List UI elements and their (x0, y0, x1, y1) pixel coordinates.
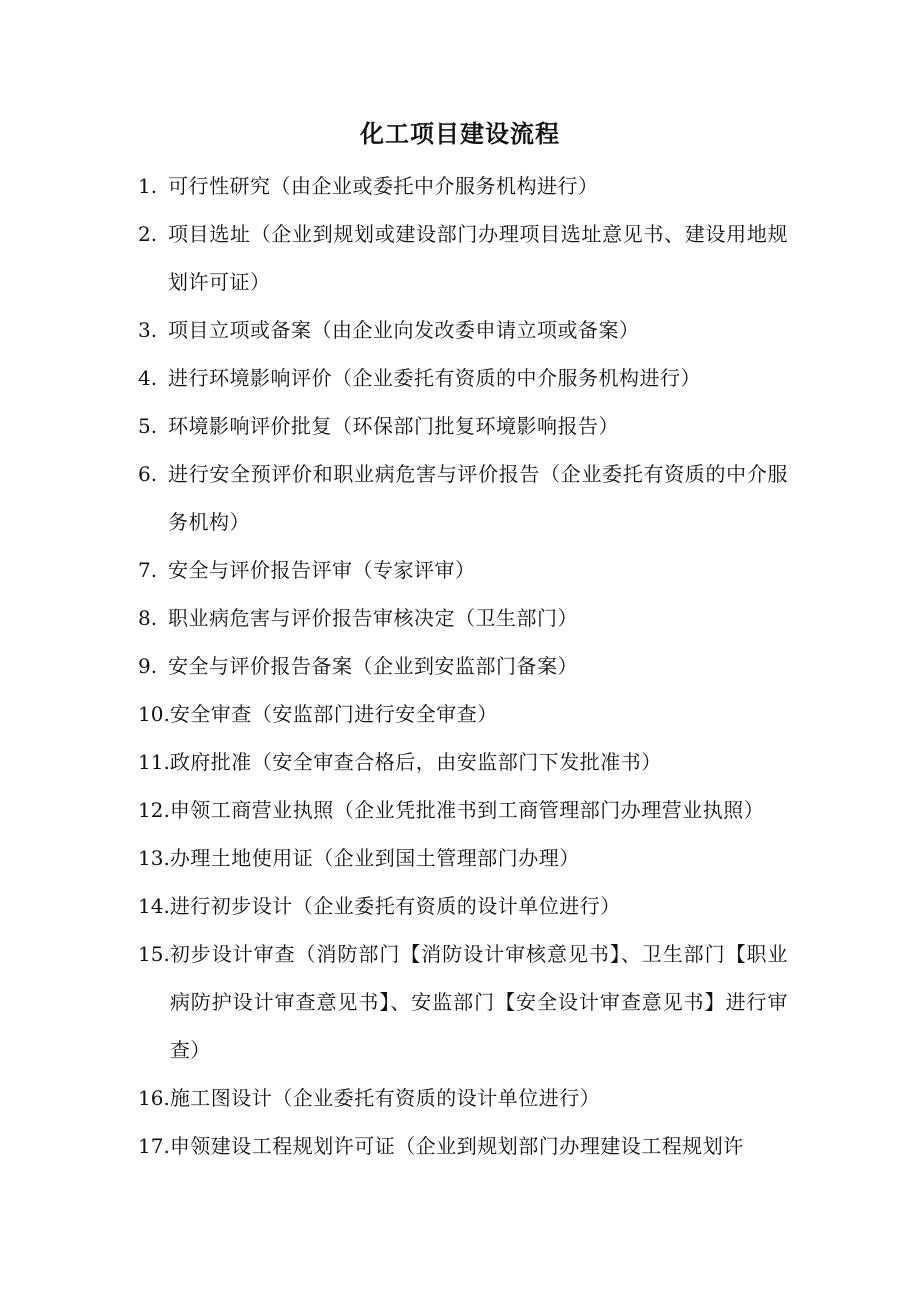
process-steps-list (138, 162, 788, 1170)
list-item (138, 594, 788, 642)
step-text: 初步设计审查（消防部门【消防设计审核意见书】、卫生部门【职业病防护设计审查意见书】、安监部门【安全设计审查意见书】进行审查） (169, 942, 788, 1062)
step-number: 2. (138, 222, 158, 246)
list-item (138, 306, 788, 354)
step-text: 申领建设工程规划许可证（企业到规划部门办理建设工程规划许 (169, 1134, 744, 1158)
list-item (138, 930, 788, 1074)
step-number: 8. (138, 606, 158, 630)
list-item (138, 882, 788, 930)
step-text: 政府批准（安全审查合格后，由安监部门下发批准书） (169, 750, 662, 774)
step-number: 15. (138, 942, 170, 966)
step-number: 7. (138, 558, 158, 582)
step-number: 6. (138, 462, 158, 486)
list-item (138, 210, 788, 306)
list-item (138, 354, 788, 402)
step-text: 环境影响评价批复（环保部门批复环境影响报告） (168, 414, 619, 438)
step-text: 安全审查（安监部门进行安全审查） (169, 702, 498, 726)
step-text: 进行初步设计（企业委托有资质的设计单位进行） (169, 894, 621, 918)
step-number: 4. (138, 366, 158, 390)
step-number: 11. (138, 750, 170, 774)
list-item (138, 834, 788, 882)
step-number: 14. (138, 894, 170, 918)
list-item (138, 450, 788, 546)
list-item (138, 738, 788, 786)
document-title: 化工项目建设流程 (360, 119, 560, 148)
list-item (138, 546, 788, 594)
step-text: 项目选址（企业到规划或建设部门办理项目选址意见书、建设用地规划许可证） (168, 222, 788, 294)
step-text: 进行安全预评价和职业病危害与评价报告（企业委托有资质的中介服务机构） (168, 462, 788, 534)
step-number: 3. (138, 318, 158, 342)
step-number: 17. (138, 1134, 170, 1158)
list-item (138, 1074, 788, 1122)
list-item (138, 1122, 788, 1170)
step-text: 可行性研究（由企业或委托中介服务机构进行） (168, 174, 599, 198)
step-number: 13. (138, 846, 170, 870)
step-number: 16. (138, 1086, 170, 1110)
list-item (138, 786, 788, 834)
step-text: 安全与评价报告评审（专家评审） (168, 558, 476, 582)
step-text: 项目立项或备案（由企业向发改委申请立项或备案） (168, 318, 640, 342)
step-text: 施工图设计（企业委托有资质的设计单位进行） (169, 1086, 601, 1110)
step-number: 5. (138, 414, 158, 438)
step-text: 进行环境影响评价（企业委托有资质的中介服务机构进行） (168, 366, 701, 390)
step-number: 9. (138, 654, 158, 678)
list-item (138, 690, 788, 738)
step-number: 12. (138, 798, 170, 822)
step-text: 职业病危害与评价报告审核决定（卫生部门） (168, 606, 578, 630)
list-item (138, 402, 788, 450)
list-item (138, 642, 788, 690)
list-item (138, 162, 788, 210)
step-text: 申领工商营业执照（企业凭批准书到工商管理部门办理营业执照） (169, 798, 765, 822)
step-number: 10. (138, 702, 170, 726)
step-number: 1. (138, 174, 158, 198)
step-text: 安全与评价报告备案（企业到安监部门备案） (168, 654, 578, 678)
step-text: 办理土地使用证（企业到国土管理部门办理） (169, 846, 580, 870)
